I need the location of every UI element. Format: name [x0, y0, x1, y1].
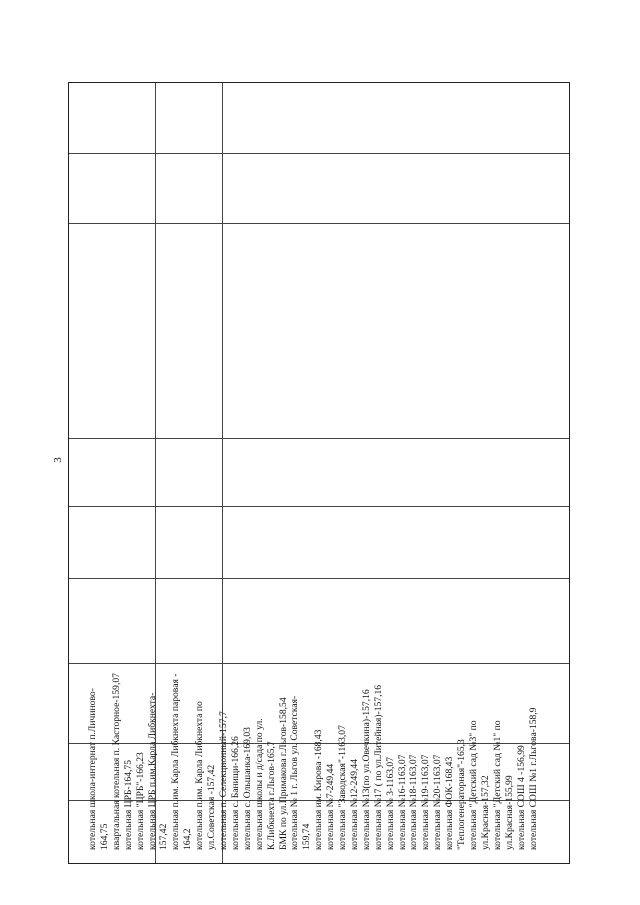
list-item: котельная №19-1163,07 [420, 754, 432, 850]
list-item: котельная школа-интернат п.Личиново- [87, 688, 98, 850]
list-item: К.Либкнехта г.Льгов-165,7 [265, 741, 277, 850]
list-item: котельная п.им. Карла Либкнехта паровая - [170, 673, 182, 850]
list-item: котельная СОШ 4 -156,99 [515, 745, 527, 850]
list-item: котельная п.им. Карла Либкнехта по [194, 701, 206, 850]
list-item: 164,2 [182, 828, 194, 850]
boiler-list [83, 222, 539, 862]
list-item: котельная №18-1163,07 [408, 754, 420, 850]
list-item: котельная ЦРБ п.им.Карла Либкнехта- [146, 692, 158, 850]
list-item: 159,74 [301, 823, 313, 850]
list-item: котельная с. Банищи-166,26 [229, 736, 241, 850]
list-item: котельная "Детский сад №1" по [491, 720, 503, 850]
list-item: котельная СОШ №1 г.Льгова-158,9 [527, 707, 539, 850]
list-item: 164,75 [98, 823, 110, 850]
list-item: котельная "Заводская"-1163,07 [337, 725, 349, 850]
list-item: котельная ФОК-168,43 [444, 756, 456, 850]
list-item: котельная п. Селекционный-157,7 [217, 711, 229, 850]
page-number: 3 [51, 457, 64, 463]
list-item: 157,42 [158, 823, 170, 850]
list-item: котельная №12-249,44 [348, 759, 360, 850]
list-item: квартальная котельная п. Касторное-159,07 [110, 673, 122, 850]
list-item: котельная №13(по ул.Овечкина)-157,16 [360, 689, 372, 850]
list-item: ул.Красная-157,32 [479, 775, 491, 850]
list-item: котельная №17 ( по ул.Литейная)-157,16 [372, 684, 384, 850]
list-item: котельная школы и д/сада по ул. [253, 718, 265, 850]
list-item: ул.Красная-155,99 [503, 775, 515, 850]
list-item: котельная им. Кирова -168,43 [313, 729, 325, 850]
list-item: ул.Советская -157,42 [206, 764, 218, 850]
list-item: "Теплогенераторная"-165,3 [456, 739, 468, 850]
list-item: котельная с. Ольшанка-169,03 [241, 727, 253, 850]
list-item: котельная №20-1163,07 [432, 754, 444, 850]
boiler-list-cell [83, 222, 539, 862]
list-item: котельная № 3-1163,07 [384, 756, 396, 850]
list-item: котельная №7-249,44 [325, 763, 337, 850]
list-item: котельная "ЦРБ"-166,23 [134, 752, 146, 850]
row-divider [69, 153, 569, 154]
list-item: котельная № 1 г. Льгов ул. Советская- [289, 695, 301, 850]
list-item: котельная ЦРБ-164,75 [122, 759, 134, 850]
list-item: котельная №16-1163,07 [396, 754, 408, 850]
list-item: котельная "Детский сад №3" по [468, 720, 479, 850]
list-item: БМК по ул.Примакова г.Льгов-158,54 [277, 697, 289, 850]
